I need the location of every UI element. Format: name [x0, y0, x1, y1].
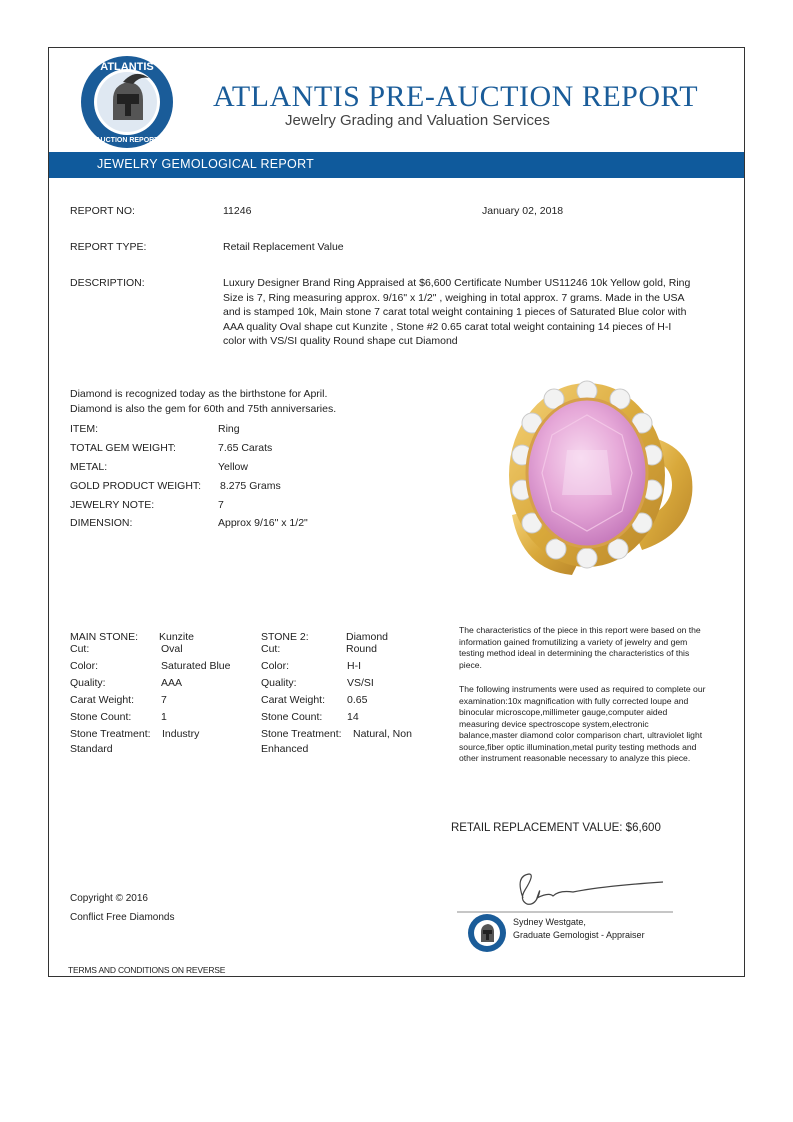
gold-weight-label: GOLD PRODUCT WEIGHT: — [70, 480, 202, 492]
jewelry-note-label: JEWELRY NOTE: — [70, 499, 155, 511]
total-gem-weight-value: 7.65 Carats — [218, 442, 273, 454]
stone2-count-label: Stone Count: — [261, 711, 323, 723]
stone2-color-value: H-I — [347, 660, 361, 672]
main-color-value: Saturated Blue — [161, 660, 231, 672]
report-no-label: REPORT NO: — [70, 205, 135, 217]
signer-title: Graduate Gemologist - Appraiser — [513, 930, 645, 940]
main-treatment-value-2: Standard — [70, 743, 113, 755]
main-cut-value: Oval — [161, 643, 183, 655]
report-subtitle: Jewelry Grading and Valuation Services — [285, 112, 550, 129]
item-label: ITEM: — [70, 423, 98, 435]
signature — [453, 868, 678, 918]
atlantis-seal-icon — [467, 913, 507, 953]
terms-notice: TERMS AND CONDITIONS ON REVERSE — [68, 965, 226, 975]
gold-weight-value: 8.275 Grams — [220, 480, 281, 492]
total-gem-weight-label: TOTAL GEM WEIGHT: — [70, 442, 176, 454]
main-stone-label: MAIN STONE: — [70, 631, 139, 643]
stone2-label: STONE 2: — [261, 631, 309, 643]
stone2-treatment-label: Stone Treatment: — [261, 728, 342, 740]
metal-label: METAL: — [70, 461, 108, 473]
main-carat-value: 7 — [161, 694, 167, 706]
notes-paragraph-2: The following instruments were used as required to complete our examination:10x magnification with fully corrected loupe and binocular microscope,millimeter gauge,computer aided measuring device spectroscope system,electronic balance,master diamond color comparison chart, ultraviolet light source,fiber optic illumination,metal purity testing methods and other instrument reasonable necessary to analyze this piece. — [459, 684, 706, 763]
main-treatment-label: Stone Treatment: — [70, 728, 151, 740]
birthstone-line-2: Diamond is also the gem for 60th and 75th anniversaries. — [70, 403, 337, 415]
main-quality-label: Quality: — [70, 677, 106, 689]
metal-value: Yellow — [218, 461, 248, 473]
description-text: Luxury Designer Brand Ring Appraised at $6,600 Certificate Number US11246 10k Yellow gold, Ring Size is 7, Ring measuring approx. 9/16" x 1/2" , weighing in total approx. 7 grams. Made in the USA and is stamped 10k, Main stone 7 carat total weight containing 1 pieces of Saturated Blue color with AAA quality Oval shape cut Kunzite , Stone #2 0.65 carat total weight containing 14 pieces of H-I color with VS/SI quality Round shape cut Diamond — [223, 277, 691, 347]
stone2-quality-label: Quality: — [261, 677, 297, 689]
report-date: January 02, 2018 — [482, 205, 564, 217]
stone2-treatment-value-1: Natural, Non — [353, 728, 412, 740]
description-label: DESCRIPTION: — [70, 277, 145, 289]
ring-image — [492, 375, 707, 585]
jewelry-note-value: 7 — [218, 499, 224, 511]
item-value: Ring — [218, 423, 240, 435]
stone2-color-label: Color: — [261, 660, 290, 672]
main-stone-name: Kunzite — [159, 631, 195, 643]
svg-text:AUCTION REPORT: AUCTION REPORT — [95, 137, 159, 144]
main-treatment-value-1: Industry — [162, 728, 200, 740]
section-band — [49, 152, 744, 178]
main-quality-value: AAA — [161, 677, 183, 689]
main-carat-label: Carat Weight: — [70, 694, 134, 706]
copyright: Copyright © 2016 — [70, 893, 148, 904]
stone2-quality-value: VS/SI — [347, 677, 374, 689]
stone2-carat-label: Carat Weight: — [261, 694, 325, 706]
stone2-treatment-value-2: Enhanced — [261, 743, 309, 755]
atlantis-logo — [79, 54, 175, 150]
stone2-cut-value: Round — [346, 643, 377, 655]
report-title: ATLANTIS PRE-AUCTION REPORT — [213, 80, 699, 113]
stone2-count-value: 14 — [347, 711, 359, 723]
stone2-cut-label: Cut: — [261, 643, 281, 655]
svg-text:ATLANTIS: ATLANTIS — [100, 61, 154, 73]
conflict-free: Conflict Free Diamonds — [70, 912, 175, 923]
birthstone-line-1: Diamond is recognized today as the birthstone for April. — [70, 388, 328, 400]
retail-replacement-value: RETAIL REPLACEMENT VALUE: $6,600 — [451, 822, 661, 834]
stone2-name: Diamond — [346, 631, 389, 643]
dimension-label: DIMENSION: — [70, 517, 133, 529]
report-type-value: Retail Replacement Value — [223, 241, 344, 253]
main-count-label: Stone Count: — [70, 711, 132, 723]
stone2-carat-value: 0.65 — [347, 694, 368, 706]
notes-paragraph-1: The characteristics of the piece in this report were based on the information gained fromutilizing a variety of jewelry and gem testing method ideal in determining the characteristics of this piece. — [459, 625, 701, 670]
report-type-label: REPORT TYPE: — [70, 241, 147, 253]
dimension-value: Approx 9/16" x 1/2" — [218, 517, 308, 529]
main-cut-label: Cut: — [70, 643, 90, 655]
signer-name: Sydney Westgate, — [513, 917, 586, 927]
main-color-label: Color: — [70, 660, 99, 672]
band-label: JEWELRY GEMOLOGICAL REPORT — [97, 157, 315, 171]
main-count-value: 1 — [161, 711, 167, 723]
report-no-value: 11246 — [223, 205, 252, 217]
